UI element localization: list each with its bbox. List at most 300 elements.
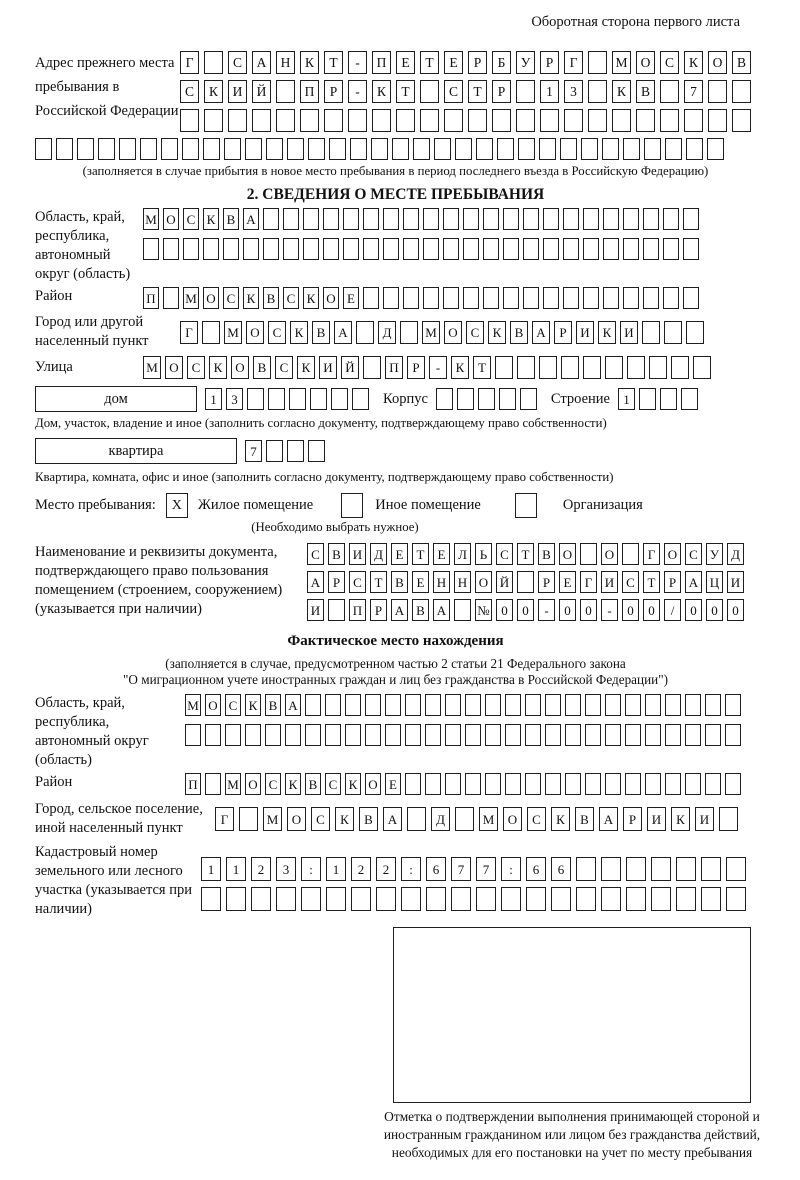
char-box[interactable]: 0	[685, 599, 702, 621]
char-box[interactable]: М	[225, 773, 241, 795]
residential-premises-checkbox[interactable]: X	[166, 493, 188, 518]
char-box[interactable]: К	[451, 356, 469, 379]
char-box[interactable]	[683, 287, 699, 309]
char-box[interactable]	[523, 208, 539, 230]
char-box[interactable]: А	[599, 807, 618, 831]
char-box[interactable]	[245, 724, 261, 746]
char-box[interactable]: С	[268, 321, 286, 344]
char-box[interactable]	[400, 321, 418, 344]
char-box[interactable]	[56, 138, 73, 160]
char-box[interactable]	[305, 694, 321, 716]
char-box[interactable]	[642, 321, 660, 344]
char-box[interactable]: 7	[476, 857, 496, 881]
char-box[interactable]	[303, 238, 319, 260]
char-box[interactable]	[420, 80, 439, 103]
char-box[interactable]	[660, 80, 679, 103]
char-box[interactable]	[328, 599, 345, 621]
char-box[interactable]	[605, 773, 621, 795]
char-box[interactable]	[543, 287, 559, 309]
char-box[interactable]	[403, 287, 419, 309]
char-box[interactable]	[588, 51, 607, 74]
char-box[interactable]: Л	[454, 543, 471, 565]
char-box[interactable]: Р	[468, 51, 487, 74]
char-box[interactable]	[425, 724, 441, 746]
char-box[interactable]: А	[391, 599, 408, 621]
char-box[interactable]	[182, 138, 199, 160]
char-box[interactable]	[350, 138, 367, 160]
char-box[interactable]: Г	[643, 543, 660, 565]
char-box[interactable]: С	[311, 807, 330, 831]
char-box[interactable]	[676, 887, 696, 911]
char-box[interactable]	[329, 138, 346, 160]
char-box[interactable]: 0	[622, 599, 639, 621]
char-box[interactable]	[516, 109, 535, 132]
char-box[interactable]: А	[243, 208, 259, 230]
char-box[interactable]	[583, 238, 599, 260]
char-box[interactable]	[625, 773, 641, 795]
char-box[interactable]: Е	[343, 287, 359, 309]
char-box[interactable]	[363, 287, 379, 309]
char-box[interactable]	[725, 694, 741, 716]
char-box[interactable]	[325, 694, 341, 716]
char-box[interactable]	[565, 694, 581, 716]
char-box[interactable]: Е	[391, 543, 408, 565]
char-box[interactable]: Е	[444, 51, 463, 74]
char-box[interactable]: К	[285, 773, 301, 795]
char-box[interactable]: О	[165, 356, 183, 379]
char-box[interactable]	[645, 694, 661, 716]
char-box[interactable]	[503, 238, 519, 260]
char-box[interactable]: Г	[564, 51, 583, 74]
apartment-field-box[interactable]	[35, 438, 237, 464]
char-box[interactable]: К	[203, 208, 219, 230]
char-box[interactable]	[517, 571, 534, 593]
char-box[interactable]	[684, 109, 703, 132]
char-box[interactable]	[564, 109, 583, 132]
char-box[interactable]	[405, 694, 421, 716]
char-box[interactable]	[525, 694, 541, 716]
char-box[interactable]: К	[551, 807, 570, 831]
char-box[interactable]	[626, 857, 646, 881]
char-box[interactable]: :	[501, 857, 521, 881]
char-box[interactable]	[501, 887, 521, 911]
char-box[interactable]	[371, 138, 388, 160]
char-box[interactable]	[476, 138, 493, 160]
char-box[interactable]	[323, 238, 339, 260]
char-box[interactable]: Р	[492, 80, 511, 103]
char-box[interactable]: К	[243, 287, 259, 309]
char-box[interactable]	[705, 724, 721, 746]
char-box[interactable]	[35, 138, 52, 160]
char-box[interactable]	[701, 887, 721, 911]
char-box[interactable]: С	[660, 51, 679, 74]
char-box[interactable]: Т	[412, 543, 429, 565]
char-box[interactable]	[625, 694, 641, 716]
char-box[interactable]: 0	[496, 599, 513, 621]
char-box[interactable]: /	[664, 599, 681, 621]
char-box[interactable]	[343, 238, 359, 260]
char-box[interactable]: К	[335, 807, 354, 831]
char-box[interactable]	[485, 773, 501, 795]
char-box[interactable]	[308, 138, 325, 160]
char-box[interactable]	[289, 388, 306, 410]
char-box[interactable]: Р	[407, 356, 425, 379]
char-box[interactable]	[523, 287, 539, 309]
char-box[interactable]	[563, 208, 579, 230]
char-box[interactable]: Г	[580, 571, 597, 593]
char-box[interactable]: 2	[351, 857, 371, 881]
char-box[interactable]: М	[612, 51, 631, 74]
char-box[interactable]	[585, 724, 601, 746]
char-box[interactable]: М	[422, 321, 440, 344]
char-box[interactable]	[665, 138, 682, 160]
char-box[interactable]	[403, 238, 419, 260]
char-box[interactable]: Т	[643, 571, 660, 593]
char-box[interactable]: О	[365, 773, 381, 795]
char-box[interactable]	[223, 238, 239, 260]
char-box[interactable]	[708, 80, 727, 103]
char-box[interactable]: Т	[473, 356, 491, 379]
char-box[interactable]: К	[345, 773, 361, 795]
char-box[interactable]	[601, 857, 621, 881]
char-box[interactable]	[163, 238, 179, 260]
char-box[interactable]: С	[496, 543, 513, 565]
char-box[interactable]	[98, 138, 115, 160]
char-box[interactable]: Т	[396, 80, 415, 103]
char-box[interactable]: Е	[433, 543, 450, 565]
char-box[interactable]	[726, 887, 746, 911]
char-box[interactable]: С	[685, 543, 702, 565]
char-box[interactable]	[623, 287, 639, 309]
char-box[interactable]	[583, 356, 601, 379]
char-box[interactable]	[725, 724, 741, 746]
char-box[interactable]	[348, 109, 367, 132]
char-box[interactable]: Е	[559, 571, 576, 593]
char-box[interactable]	[516, 80, 535, 103]
char-box[interactable]	[505, 724, 521, 746]
char-box[interactable]: К	[300, 51, 319, 74]
char-box[interactable]: О	[475, 571, 492, 593]
char-box[interactable]	[545, 773, 561, 795]
char-box[interactable]: И	[695, 807, 714, 831]
char-box[interactable]: С	[265, 773, 281, 795]
char-box[interactable]: :	[301, 857, 321, 881]
char-box[interactable]: С	[228, 51, 247, 74]
char-box[interactable]	[543, 208, 559, 230]
char-box[interactable]	[603, 238, 619, 260]
char-box[interactable]: 0	[643, 599, 660, 621]
char-box[interactable]	[365, 724, 381, 746]
char-box[interactable]	[636, 109, 655, 132]
char-box[interactable]: П	[300, 80, 319, 103]
char-box[interactable]	[205, 724, 221, 746]
char-box[interactable]	[287, 138, 304, 160]
char-box[interactable]	[683, 238, 699, 260]
char-box[interactable]	[263, 238, 279, 260]
char-box[interactable]	[580, 543, 597, 565]
char-box[interactable]	[204, 51, 223, 74]
char-box[interactable]	[685, 694, 701, 716]
char-box[interactable]	[405, 773, 421, 795]
char-box[interactable]: А	[433, 599, 450, 621]
char-box[interactable]: Т	[517, 543, 534, 565]
char-box[interactable]	[283, 238, 299, 260]
char-box[interactable]	[485, 694, 501, 716]
char-box[interactable]: О	[203, 287, 219, 309]
char-box[interactable]: А	[685, 571, 702, 593]
char-box[interactable]	[525, 773, 541, 795]
char-box[interactable]	[725, 773, 741, 795]
char-box[interactable]: Д	[431, 807, 450, 831]
char-box[interactable]	[605, 356, 623, 379]
char-box[interactable]	[503, 287, 519, 309]
char-box[interactable]: В	[253, 356, 271, 379]
house-field-box[interactable]	[35, 386, 197, 412]
char-box[interactable]	[605, 724, 621, 746]
char-box[interactable]: С	[187, 356, 205, 379]
char-box[interactable]: К	[671, 807, 690, 831]
char-box[interactable]: В	[328, 543, 345, 565]
char-box[interactable]	[561, 356, 579, 379]
char-box[interactable]	[326, 887, 346, 911]
char-box[interactable]: И	[601, 571, 618, 593]
char-box[interactable]	[545, 724, 561, 746]
char-box[interactable]: К	[204, 80, 223, 103]
char-box[interactable]	[444, 109, 463, 132]
char-box[interactable]: М	[263, 807, 282, 831]
char-box[interactable]	[420, 109, 439, 132]
char-box[interactable]	[385, 724, 401, 746]
char-box[interactable]: 7	[245, 440, 262, 462]
char-box[interactable]	[660, 109, 679, 132]
char-box[interactable]	[540, 109, 559, 132]
char-box[interactable]: 2	[376, 857, 396, 881]
char-box[interactable]	[483, 238, 499, 260]
char-box[interactable]	[665, 724, 681, 746]
char-box[interactable]	[645, 724, 661, 746]
char-box[interactable]: Е	[385, 773, 401, 795]
char-box[interactable]: О	[503, 807, 522, 831]
char-box[interactable]: -	[601, 599, 618, 621]
char-box[interactable]	[423, 238, 439, 260]
char-box[interactable]: С	[307, 543, 324, 565]
char-box[interactable]	[686, 138, 703, 160]
char-box[interactable]	[625, 724, 641, 746]
char-box[interactable]: О	[246, 321, 264, 344]
char-box[interactable]: Т	[370, 571, 387, 593]
char-box[interactable]: Н	[433, 571, 450, 593]
char-box[interactable]: И	[647, 807, 666, 831]
char-box[interactable]	[352, 388, 369, 410]
char-box[interactable]: Т	[324, 51, 343, 74]
char-box[interactable]	[263, 208, 279, 230]
char-box[interactable]: И	[307, 599, 324, 621]
char-box[interactable]: -	[348, 51, 367, 74]
char-box[interactable]: 3	[276, 857, 296, 881]
char-box[interactable]	[434, 138, 451, 160]
char-box[interactable]	[457, 388, 474, 410]
char-box[interactable]	[683, 208, 699, 230]
char-box[interactable]	[581, 138, 598, 160]
char-box[interactable]	[476, 887, 496, 911]
char-box[interactable]	[602, 138, 619, 160]
char-box[interactable]: Р	[328, 571, 345, 593]
char-box[interactable]: В	[732, 51, 751, 74]
char-box[interactable]: О	[205, 694, 221, 716]
char-box[interactable]	[551, 887, 571, 911]
char-box[interactable]: И	[727, 571, 744, 593]
char-box[interactable]	[143, 238, 159, 260]
char-box[interactable]	[252, 109, 271, 132]
char-box[interactable]	[183, 238, 199, 260]
char-box[interactable]: -	[538, 599, 555, 621]
char-box[interactable]	[645, 773, 661, 795]
char-box[interactable]: О	[323, 287, 339, 309]
char-box[interactable]: -	[348, 80, 367, 103]
char-box[interactable]: Б	[492, 51, 511, 74]
char-box[interactable]	[300, 109, 319, 132]
char-box[interactable]	[283, 208, 299, 230]
char-box[interactable]: П	[349, 599, 366, 621]
char-box[interactable]	[732, 80, 751, 103]
char-box[interactable]: И	[576, 321, 594, 344]
char-box[interactable]	[239, 807, 258, 831]
char-box[interactable]	[601, 887, 621, 911]
char-box[interactable]	[726, 857, 746, 881]
char-box[interactable]	[383, 287, 399, 309]
char-box[interactable]: Й	[496, 571, 513, 593]
char-box[interactable]: У	[516, 51, 535, 74]
char-box[interactable]	[425, 694, 441, 716]
char-box[interactable]	[526, 887, 546, 911]
char-box[interactable]: В	[359, 807, 378, 831]
char-box[interactable]	[451, 887, 471, 911]
char-box[interactable]	[243, 238, 259, 260]
char-box[interactable]	[310, 388, 327, 410]
char-box[interactable]: О	[444, 321, 462, 344]
char-box[interactable]	[693, 356, 711, 379]
char-box[interactable]: 7	[451, 857, 471, 881]
char-box[interactable]	[365, 694, 381, 716]
char-box[interactable]	[483, 287, 499, 309]
char-box[interactable]	[140, 138, 157, 160]
char-box[interactable]	[351, 887, 371, 911]
char-box[interactable]	[588, 109, 607, 132]
char-box[interactable]: 0	[706, 599, 723, 621]
char-box[interactable]	[372, 109, 391, 132]
char-box[interactable]: А	[307, 571, 324, 593]
char-box[interactable]	[732, 109, 751, 132]
char-box[interactable]	[539, 356, 557, 379]
char-box[interactable]: А	[532, 321, 550, 344]
char-box[interactable]	[583, 208, 599, 230]
char-box[interactable]	[407, 807, 426, 831]
char-box[interactable]	[505, 694, 521, 716]
char-box[interactable]: С	[283, 287, 299, 309]
char-box[interactable]	[161, 138, 178, 160]
char-box[interactable]	[201, 887, 221, 911]
char-box[interactable]	[585, 773, 601, 795]
char-box[interactable]	[119, 138, 136, 160]
char-box[interactable]	[612, 109, 631, 132]
char-box[interactable]: И	[319, 356, 337, 379]
char-box[interactable]: В	[412, 599, 429, 621]
char-box[interactable]	[301, 887, 321, 911]
char-box[interactable]	[483, 208, 499, 230]
char-box[interactable]: С	[180, 80, 199, 103]
char-box[interactable]: И	[620, 321, 638, 344]
char-box[interactable]: К	[209, 356, 227, 379]
char-box[interactable]	[565, 724, 581, 746]
char-box[interactable]	[623, 238, 639, 260]
char-box[interactable]	[325, 724, 341, 746]
char-box[interactable]: М	[479, 807, 498, 831]
char-box[interactable]	[660, 388, 677, 410]
char-box[interactable]	[576, 887, 596, 911]
char-box[interactable]: С	[225, 694, 241, 716]
char-box[interactable]	[385, 694, 401, 716]
char-box[interactable]	[643, 287, 659, 309]
organization-checkbox[interactable]	[515, 493, 537, 518]
char-box[interactable]	[276, 887, 296, 911]
char-box[interactable]	[665, 694, 681, 716]
char-box[interactable]	[708, 109, 727, 132]
char-box[interactable]: В	[538, 543, 555, 565]
char-box[interactable]: 6	[426, 857, 446, 881]
other-premises-checkbox[interactable]	[341, 493, 363, 518]
char-box[interactable]	[517, 356, 535, 379]
char-box[interactable]	[392, 138, 409, 160]
char-box[interactable]: О	[601, 543, 618, 565]
char-box[interactable]	[649, 356, 667, 379]
char-box[interactable]: К	[684, 51, 703, 74]
char-box[interactable]: Е	[396, 51, 415, 74]
char-box[interactable]	[226, 887, 246, 911]
char-box[interactable]: С	[183, 208, 199, 230]
char-box[interactable]	[543, 238, 559, 260]
char-box[interactable]: К	[303, 287, 319, 309]
char-box[interactable]: М	[143, 208, 159, 230]
char-box[interactable]: К	[598, 321, 616, 344]
char-box[interactable]	[356, 321, 374, 344]
char-box[interactable]: Д	[370, 543, 387, 565]
char-box[interactable]	[363, 238, 379, 260]
char-box[interactable]	[426, 887, 446, 911]
char-box[interactable]: 0	[580, 599, 597, 621]
char-box[interactable]	[671, 356, 689, 379]
char-box[interactable]: К	[290, 321, 308, 344]
char-box[interactable]: Й	[341, 356, 359, 379]
char-box[interactable]	[425, 773, 441, 795]
char-box[interactable]	[663, 238, 679, 260]
char-box[interactable]	[413, 138, 430, 160]
char-box[interactable]: О	[245, 773, 261, 795]
char-box[interactable]: 6	[551, 857, 571, 881]
char-box[interactable]	[665, 773, 681, 795]
char-box[interactable]: И	[349, 543, 366, 565]
char-box[interactable]	[588, 80, 607, 103]
char-box[interactable]: 0	[559, 599, 576, 621]
char-box[interactable]	[719, 807, 738, 831]
char-box[interactable]	[455, 138, 472, 160]
char-box[interactable]	[205, 773, 221, 795]
char-box[interactable]	[497, 138, 514, 160]
char-box[interactable]	[701, 857, 721, 881]
char-box[interactable]: 7	[684, 80, 703, 103]
char-box[interactable]: 1	[326, 857, 346, 881]
char-box[interactable]	[465, 724, 481, 746]
char-box[interactable]	[463, 287, 479, 309]
